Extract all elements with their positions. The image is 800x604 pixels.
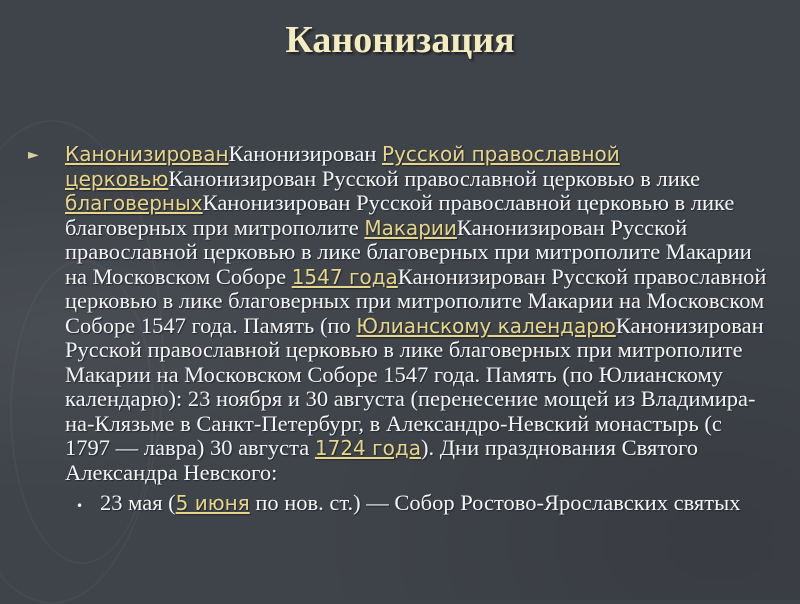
inline-link[interactable]: 5 июня (175, 491, 250, 515)
paragraph-text: Канонизирован Русской православной церковью в лике благоверных при митрополите Макарии на Московском Соборе 1547 года. Память (по Юлианскому календарю): 23 ноября и 30 августа (перенесение мощей из Владимира-на-Клязьме в Санкт-Петербург, в Александро-Невский монастырь (с 1797 — лавра) 30 августа (65, 312, 764, 460)
paragraph-text: ). Дни празднования Святого Александра Невского: (65, 435, 699, 485)
sub-bullet-dot-icon: • (76, 499, 84, 513)
bullet-item (28, 142, 768, 485)
slide-title: Канонизация (285, 19, 515, 61)
bullet-arrow-icon: ► (28, 147, 39, 163)
bullet-paragraph (65, 142, 768, 485)
inline-link[interactable]: Русской православной церковью (65, 142, 620, 191)
paragraph-text: по нов. ст.) — Собор Ростово-Ярославских святых (249, 490, 741, 515)
paragraph-text: 23 мая ( (100, 490, 176, 515)
sub-bullet-paragraph (100, 491, 768, 516)
inline-link[interactable]: Канонизирован (65, 142, 229, 166)
inline-link[interactable]: Макарии (364, 215, 457, 240)
paragraph-text: Канонизирован (228, 141, 383, 166)
paragraph-text: Канонизирован Русской православной церковью в лике благоверных при митрополите Макарии на Московском Соборе (65, 214, 752, 289)
inline-link[interactable]: Юлианскому календарю (356, 313, 616, 338)
inline-link[interactable]: 1547 года (291, 264, 398, 289)
sub-bullet-item (28, 491, 768, 516)
inline-link[interactable]: 1724 года (314, 436, 421, 460)
paragraph-text: Канонизирован Русской православной церковью в лике благоверных при митрополите Макарии на Московском Соборе 1547 года. Память (по (65, 263, 767, 338)
inline-link[interactable]: благоверных (65, 191, 203, 215)
slide-content (28, 142, 768, 516)
paragraph-text: Канонизирован Русской православной церковью в лике (168, 165, 701, 191)
paragraph-text: Канонизирован Русской православной церковью в лике благоверных при митрополите (65, 190, 735, 240)
